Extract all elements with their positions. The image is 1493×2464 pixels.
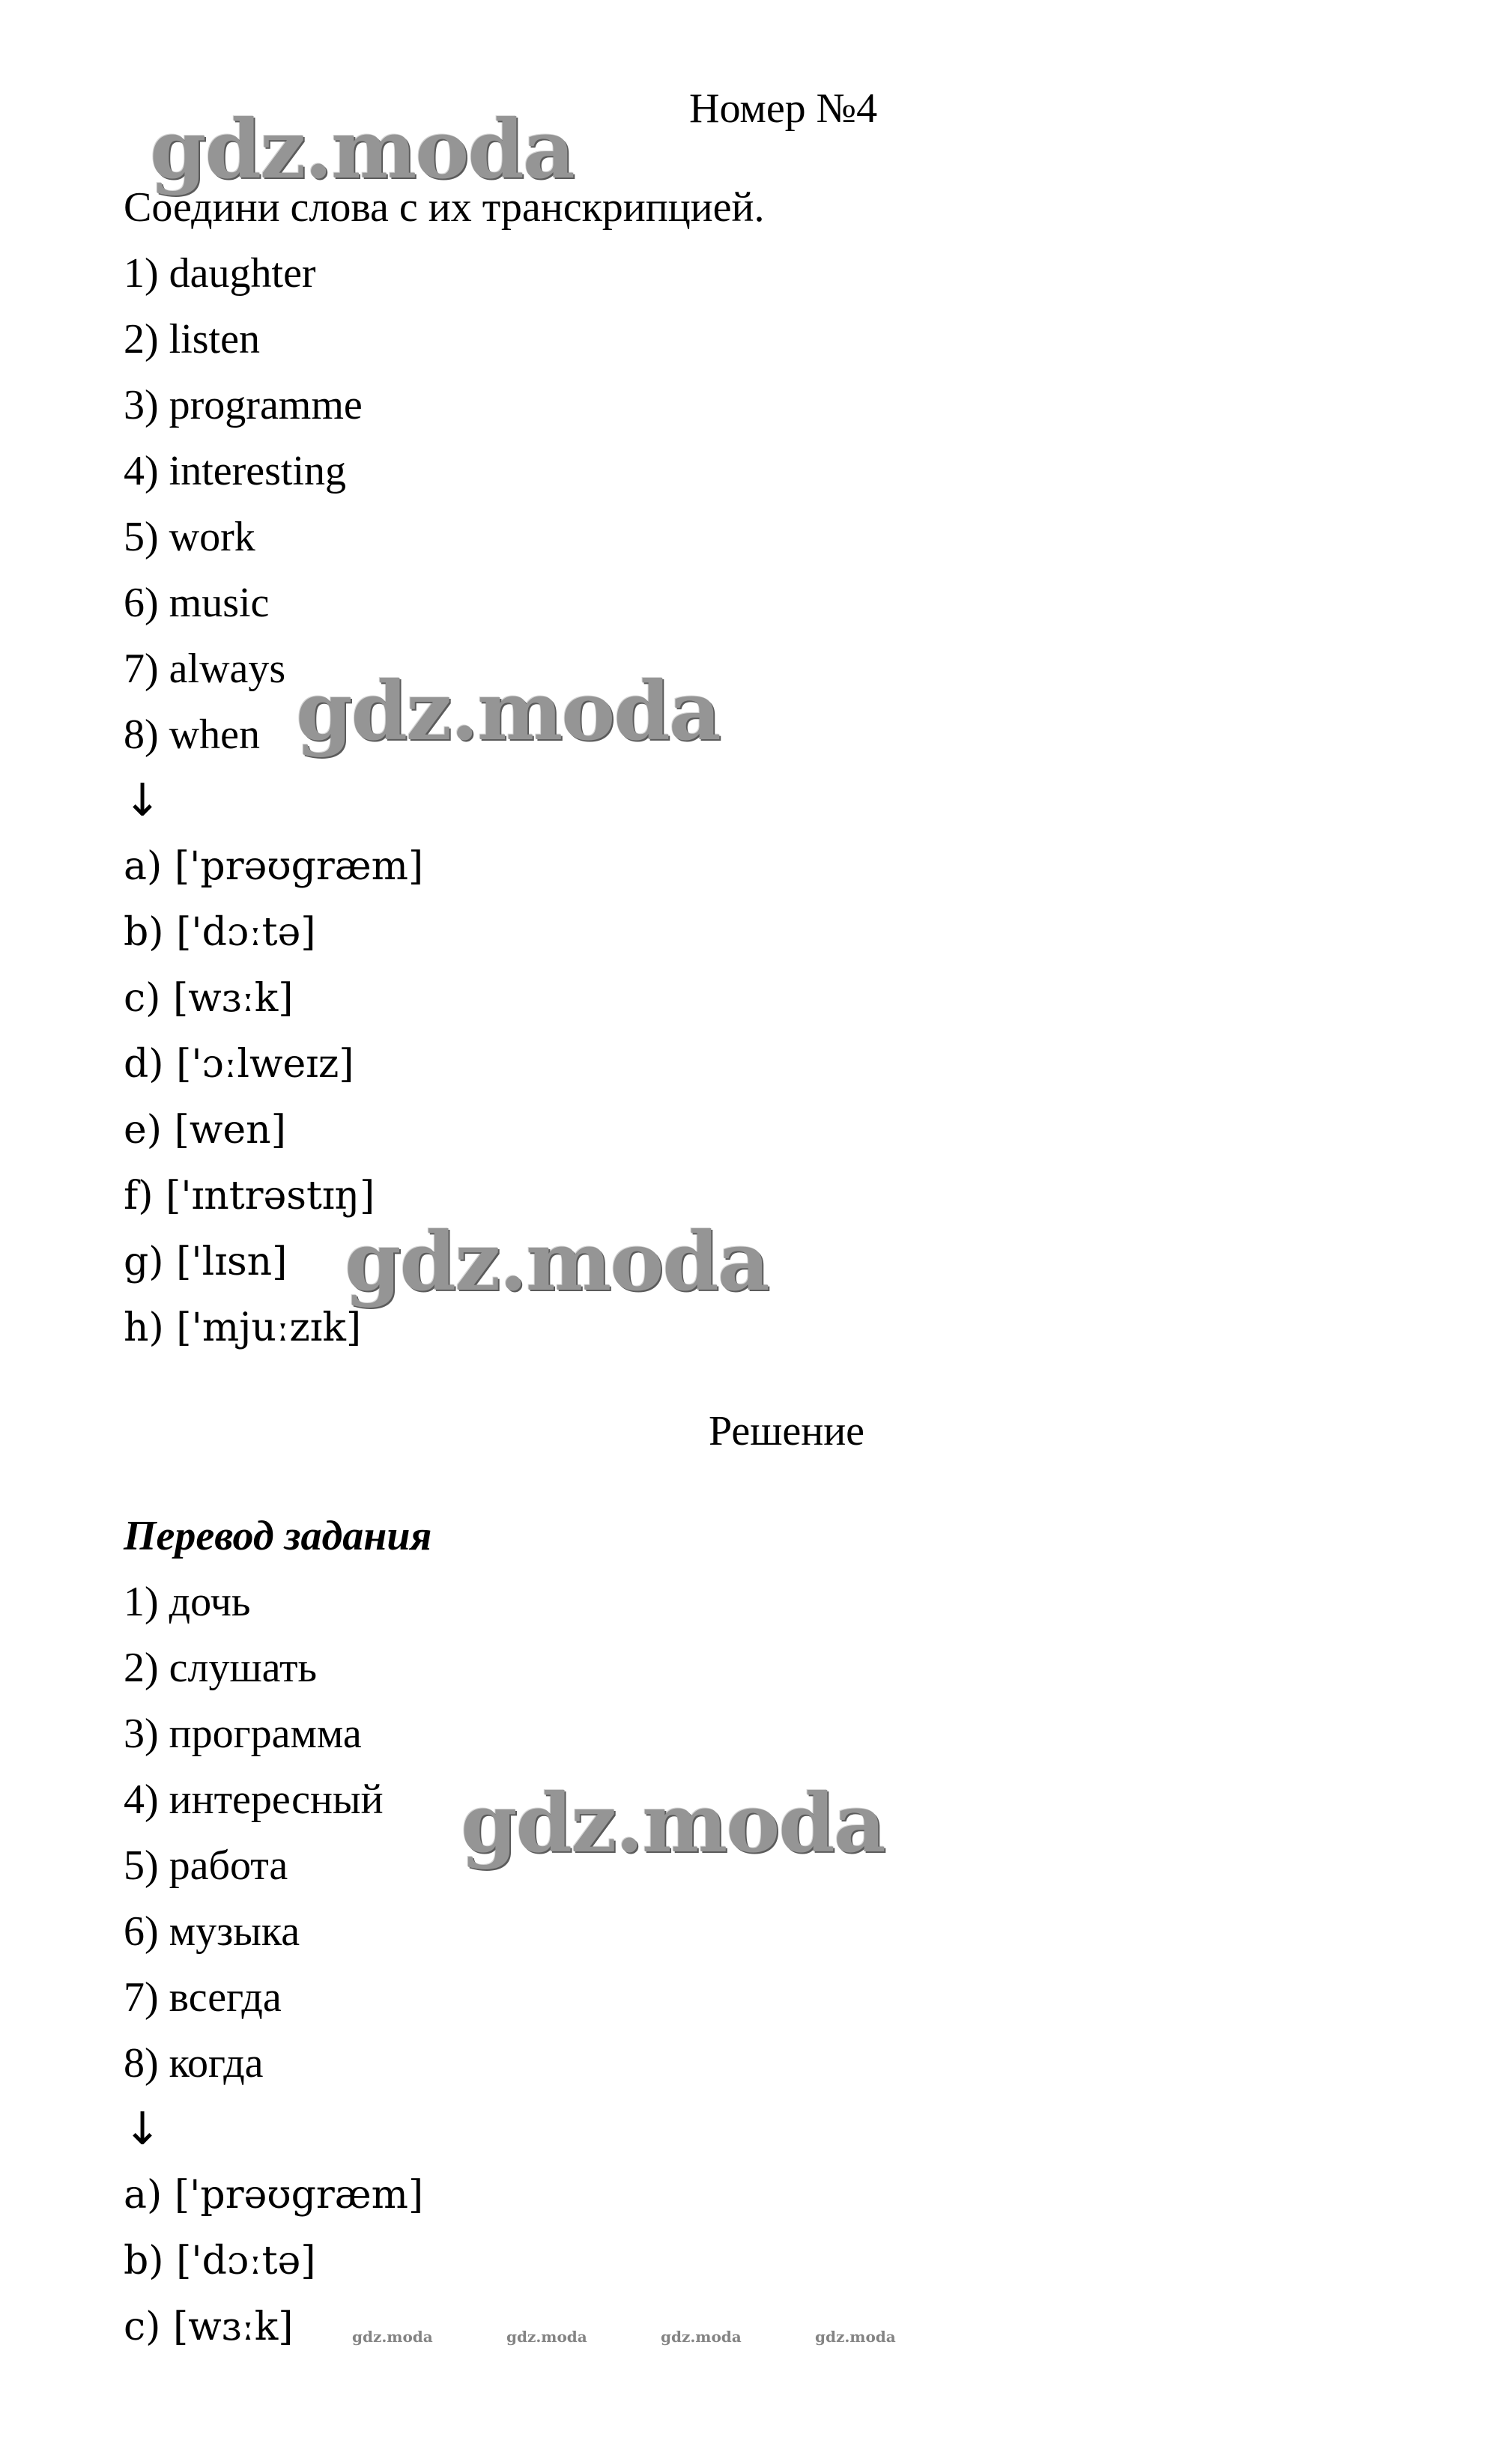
- down-arrow-icon: ↓: [124, 2103, 162, 2155]
- solution-word: 8) когда: [124, 2040, 264, 2087]
- down-arrow-icon: ↓: [124, 774, 162, 827]
- watermark-small: gdz.moda: [352, 2328, 433, 2346]
- task-word: 2) listen: [124, 316, 260, 362]
- task-transcription: b) ['dɔːtə]: [124, 910, 316, 955]
- watermark-small: gdz.moda: [815, 2328, 896, 2346]
- solution-transcription: c) [wɜːk]: [124, 2304, 294, 2349]
- task-transcription: e) [wen]: [124, 1108, 286, 1153]
- solution-word: 5) работа: [124, 1842, 288, 1889]
- watermark: gdz.moda: [296, 664, 720, 759]
- solution-word: 6) музыка: [124, 1908, 300, 1955]
- task-transcription: h) ['mjuːzɪk]: [124, 1305, 362, 1350]
- task-word: 4) interesting: [124, 448, 347, 494]
- task-transcription: d) ['ɔːlweɪz]: [124, 1042, 354, 1087]
- watermark-small: gdz.moda: [661, 2328, 742, 2346]
- task-word: 7) always: [124, 646, 286, 692]
- task-transcription: g) ['lɪsn]: [124, 1239, 288, 1284]
- task-word: 1) daughter: [124, 250, 316, 297]
- solution-word: 4) интересный: [124, 1776, 384, 1823]
- task-instruction: Соедини слова с их транскрипцией.: [124, 184, 765, 231]
- watermark-small: gdz.moda: [506, 2328, 587, 2346]
- solution-word: 1) дочь: [124, 1579, 251, 1625]
- watermark: gdz.moda: [461, 1776, 885, 1871]
- task-transcription: c) [wɜːk]: [124, 976, 294, 1021]
- task-transcription: a) ['prəʊgræm]: [124, 844, 424, 889]
- watermark: gdz.moda: [345, 1215, 769, 1309]
- solution-heading: Решение: [708, 1408, 865, 1454]
- task-word: 3) programme: [124, 382, 363, 428]
- task-word: 5) work: [124, 514, 255, 560]
- solution-transcription: a) ['prəʊgræm]: [124, 2173, 424, 2218]
- watermark: gdz.moda: [150, 103, 574, 197]
- solution-transcription: b) ['dɔːtə]: [124, 2239, 316, 2284]
- page-title: Номер №4: [689, 85, 878, 132]
- task-transcription: f) ['ɪntrəstɪŋ]: [124, 1174, 375, 1219]
- task-word: 8) when: [124, 711, 260, 758]
- solution-subheading: Перевод задания: [124, 1513, 432, 1559]
- solution-word: 3) программа: [124, 1711, 362, 1757]
- solution-word: 2) слушать: [124, 1645, 317, 1691]
- task-word: 6) music: [124, 580, 270, 626]
- solution-word: 7) всегда: [124, 1974, 282, 2021]
